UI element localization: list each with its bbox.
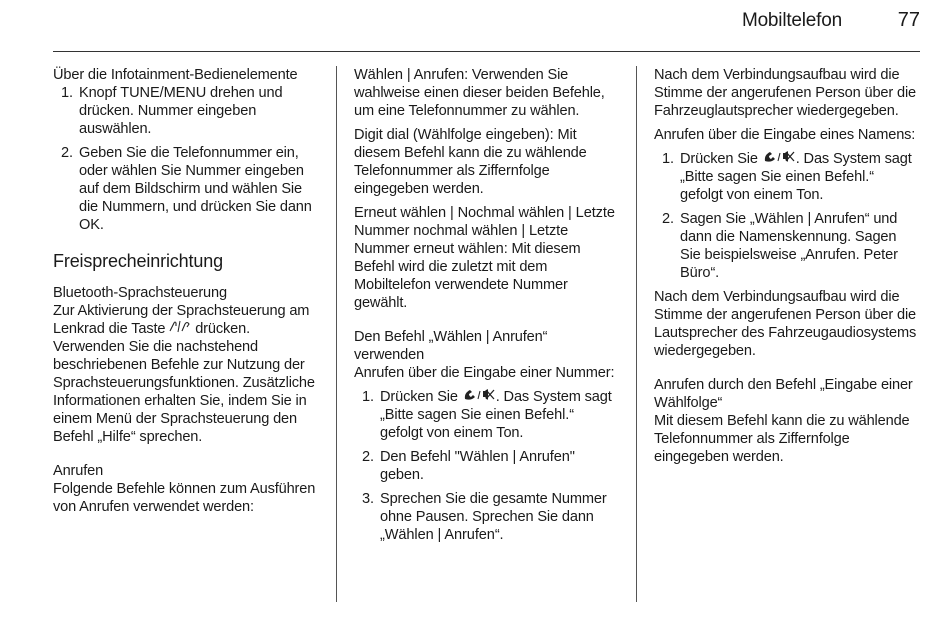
step-number: 3. xyxy=(362,491,374,508)
key-term: Anrufen. Peter Büro xyxy=(680,247,898,282)
key-term: Digit dial (Wählfolge eingeben): xyxy=(354,127,554,143)
step-list xyxy=(53,84,321,234)
paragraph xyxy=(354,204,620,312)
step-number: 2. xyxy=(662,211,674,228)
column-divider xyxy=(636,66,637,602)
list-item xyxy=(354,388,620,442)
key-term: Wählen | Anrufen xyxy=(354,67,465,83)
list-item xyxy=(654,210,920,282)
paragraph xyxy=(354,66,620,120)
header-rule xyxy=(53,51,920,52)
step-text: auf dem Bildschirm und wählen Sie die Nummern, und drücken Sie dann xyxy=(79,181,312,215)
step-text: Knopf xyxy=(79,85,121,101)
step-text: “. xyxy=(710,265,720,282)
text: : Mit diesem Befehl wird die zuletzt mit dem Mobiltelefon verwendete Nummer gewählt. xyxy=(354,241,581,311)
text: “ sprechen. xyxy=(130,429,203,446)
column-2 xyxy=(354,66,620,544)
list-item xyxy=(354,490,620,544)
key-term: TUNE/MENU xyxy=(120,85,207,101)
step-list xyxy=(354,388,620,544)
paragraph: Nach dem Verbindungsaufbau wird die Stimme der angerufenen Person über die Fahrzeuglautsprecher wiedergegeben. xyxy=(654,67,917,119)
column-3 xyxy=(654,66,920,466)
subheading: Den Befehl „Wählen | Anrufen“ verwenden xyxy=(354,329,548,363)
step-number: 1. xyxy=(362,389,374,405)
step-text: . xyxy=(99,217,104,233)
step-text: drehen und drücken. xyxy=(79,85,283,119)
step-text: Drücken Sie xyxy=(380,389,462,405)
key-term: Erneut wählen | Nochmal wählen | Letzte Nummer nochmal wählen | Letzte Nummer erneut wählen xyxy=(354,205,615,257)
step-text: “ gefolgt von einem Ton. xyxy=(680,169,874,204)
step-list xyxy=(654,150,920,282)
key-term: Hilfe xyxy=(102,429,131,446)
subheading: Anrufen durch den Befehl „Eingabe einer Wählfolge“ xyxy=(654,377,913,412)
paragraph: Anrufen über die Eingabe eines Namens: xyxy=(654,127,916,143)
phone-mute-icon xyxy=(762,150,796,168)
key-term: Wählen | Anrufen xyxy=(384,527,495,544)
step-text: “ gefolgt von einem Ton. xyxy=(380,407,574,442)
phone-mute-icon xyxy=(462,388,496,406)
section-title: Freisprecheinrichtung xyxy=(53,251,223,271)
key-term: OK xyxy=(79,217,100,233)
key-term: Bitte sagen Sie einen Befehl. xyxy=(384,407,570,424)
step-text: Geben Sie die Telefonnummer ein, oder wählen Sie xyxy=(79,145,299,179)
key-term: Bitte sagen Sie einen Befehl. xyxy=(684,169,870,186)
step-text: . Das System sagt „ xyxy=(680,151,912,186)
list-item xyxy=(354,448,620,484)
step-number: 2. xyxy=(61,145,73,161)
paragraph xyxy=(354,126,620,198)
text: drücken. Verwenden Sie die nachstehend beschriebenen Befehle zur Nutzung der Sprachsteuerungsfunktionen. Zusätzliche Informationen erhalten Sie, indem Sie in einem Menü der Sprachsteuerung den Befehl „ xyxy=(53,321,315,446)
column-1 xyxy=(53,66,321,516)
step-text: Sagen Sie „ xyxy=(680,211,755,228)
step-text: " geben. xyxy=(380,449,575,484)
step-number: 1. xyxy=(61,85,73,101)
list-item xyxy=(654,150,920,204)
step-text: Drücken Sie xyxy=(680,151,762,167)
step-text: “ und dann die Namenskennung. Sagen Sie beispielsweise „ xyxy=(680,211,898,264)
paragraph: Anrufen über die Eingabe einer Nummer: xyxy=(354,365,615,381)
key-term: Wählen | Anrufen xyxy=(754,211,865,228)
paragraph: Nach dem Verbindungsaufbau wird die Stimme der angerufenen Person über die Lautsprecher des Fahrzeugaudiosystems wiedergegeben. xyxy=(654,289,917,360)
text: Zur Aktivierung der Sprachsteuerung am Lenkrad die Taste xyxy=(53,303,310,337)
step-text: auswählen. xyxy=(79,121,152,137)
text: Mit diesem Befehl kann die zu wählende Telefonnummer als Ziffernfolge eingegeben werden. xyxy=(354,127,587,197)
list-item xyxy=(53,144,321,234)
subheading: Anrufen xyxy=(53,463,104,480)
paragraph xyxy=(53,302,321,446)
column-divider xyxy=(336,66,337,602)
list-item xyxy=(53,84,321,138)
step-text: . Das System sagt „ xyxy=(380,389,612,424)
step-text: “. xyxy=(494,527,504,544)
text: : Verwenden Sie wahlweise einen dieser beiden Befehle, um eine Telefonnummer zu wählen. xyxy=(354,67,605,119)
step-text: Sprechen Sie die gesamte Nummer ohne Pausen. Sprechen Sie dann „ xyxy=(380,491,607,544)
paragraph: Mit diesem Befehl kann die zu wählende Telefonnummer als Ziffernfolge eingegeben werden. xyxy=(654,413,910,466)
step-text: Den Befehl " xyxy=(380,449,460,466)
key-term: Nummer eingeben xyxy=(137,103,257,119)
step-number: 2. xyxy=(362,449,374,466)
page-number: 77 xyxy=(897,9,920,31)
page-header-title: Mobiltelefon xyxy=(741,10,842,31)
section-heading: Über die Infotainment-Bedienelemente xyxy=(53,67,298,83)
paragraph: Folgende Befehle können zum Ausführen von Anrufen verwendet werden: xyxy=(53,481,316,516)
subheading: Bluetooth-Sprachsteuerung xyxy=(53,285,227,301)
voice-control-icon xyxy=(169,320,191,338)
step-number: 1. xyxy=(662,151,674,167)
key-term: Wählen | Anrufen xyxy=(459,449,570,466)
key-term: Nummer eingeben xyxy=(185,163,304,179)
